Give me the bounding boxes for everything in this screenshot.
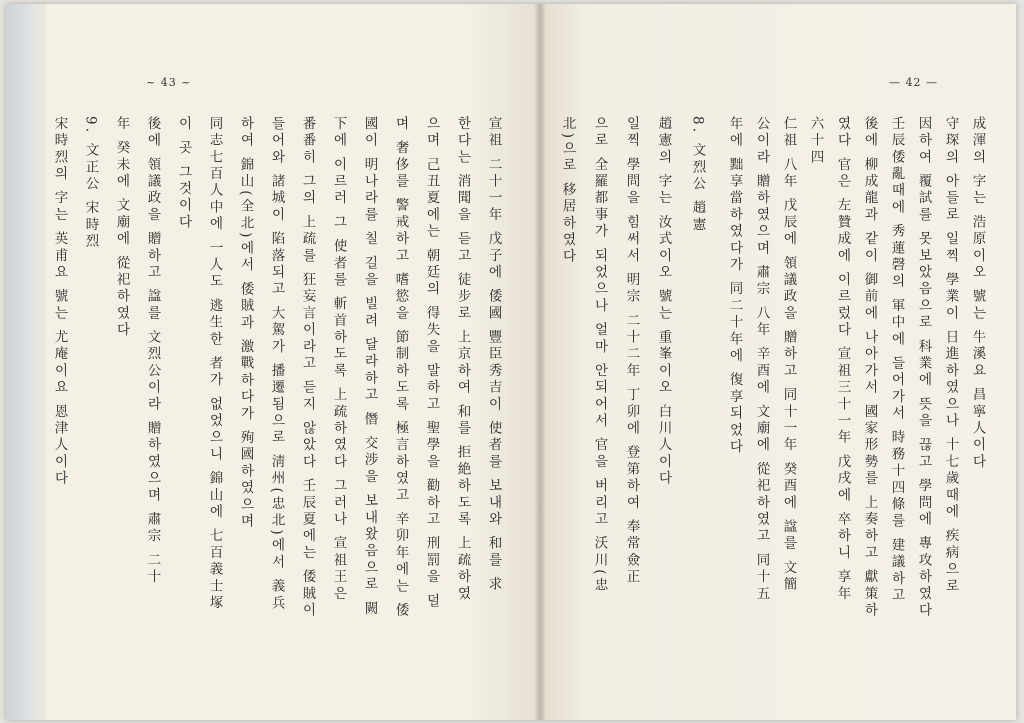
text-column: 이 곳 그것이다 (175, 116, 192, 232)
text-column: 公이라 贈하였으며 肅宗 八年 辛酉에 文廟에 從祀하였고 同十五 (753, 116, 770, 603)
text-column: 들어와 諸城이 陷落되고 大駕가 播遷됨으로 淸州(忠北)에서 義兵 (268, 116, 285, 613)
left-page-number: ~ 43 ~ (146, 76, 192, 89)
text-column: 六十四 (807, 116, 824, 167)
open-book (6, 4, 1016, 720)
text-column: 年 癸未에 文廟에 從祀하였다 (113, 116, 130, 339)
text-column: 였다 官은 左贊成에 이르렀다 宣祖三十一年 戊戌에 卒하니 享年 (834, 116, 851, 603)
text-column: 國이 明나라를 칠 길을 빌려 달라하고 僭 交涉을 보내왔음으로 闕 (361, 116, 378, 618)
text-column: 因하여 覆試를 못보았음으로 科業에 뜻을 끊고 學問에 專攻하였다 (915, 116, 932, 620)
book-gutter (534, 4, 546, 720)
text-column: 며 奢侈를 警戒하고 嗜慾을 節制하도록 極言하였고 辛卯年에는 倭 (392, 116, 409, 620)
text-column: 宣祖 二十一年 戊子에 倭國 豐臣秀吉이 使者를 보내와 和를 求 (485, 116, 502, 594)
text-column: 後에 領議政을 贈하고 諡를 文烈公이라 贈하였으며 肅宗 二十 (144, 116, 161, 586)
text-column: 일찍 學問을 힘써서 明宗 二十二年 丁卯에 登第하여 奉常僉正 (623, 116, 640, 586)
text-column: 後에 柳成龍과 같이 御前에 나아가서 國家形勢를 上奏하고 獻策하 (861, 116, 878, 620)
right-page (540, 4, 1016, 720)
right-page-number: — 42 — (889, 76, 938, 89)
text-column: 番番히 그의 上疏를 狂妄言이라고 듣지 않았다 壬辰夏에는 倭賊이 (299, 116, 316, 620)
text-column: 下에 이르러 그 使者를 斬首하도록 上疏하였다 그러나 宣祖王은 (330, 116, 347, 603)
text-column: 으며 己丑夏에는 朝廷의 得失을 말하고 聖學을 勸하고 刑罰을 덜 (423, 116, 440, 611)
text-column: 으로 全羅都事가 되었으나 얼마 안되어서 官을 버리고 沃川(忠 (591, 116, 608, 595)
text-column: 趙憲의 字는 汝式이오 號는 重峯이오 白川人이다 (655, 116, 672, 488)
binding-strip (6, 4, 46, 720)
text-column: 北)으로 移居하였다 (559, 116, 576, 266)
text-column: 成渾의 字는 浩原이오 號는 牛溪요 昌寧人이다 (969, 116, 986, 471)
text-column: 同志七百人中에 一人도 逃生한 者가 없었으니 錦山에 七百義士塚 (206, 116, 223, 612)
text-column: 守琛의 아들로 일찍 學業이 日進하였으나 十七歲때에 疾病으로 (942, 116, 959, 596)
text-column: 年에 黜享當하였다가 同二十年에 復享되었다 (726, 116, 743, 456)
left-page (46, 4, 540, 720)
section-heading: 8. 文烈公 趙憲 (689, 116, 706, 234)
text-column: 仁祖 八年 戊辰에 領議政을 贈하고 同十一年 癸酉에 諡를 文簡 (780, 116, 797, 594)
text-column: 壬辰倭亂때에 秀蓮磬의 軍中에 들어가서 時務十四條를 建議하고 (888, 116, 905, 605)
text-column: 宋時烈의 字는 英甫요 號는 尤庵이요 恩津人이다 (51, 116, 68, 488)
section-heading: 9. 文正公 宋時烈 (82, 116, 99, 251)
text-column: 한다는 消聞을 듣고 徒步로 上京하여 和를 拒絶하도록 上疏하였 (454, 116, 471, 603)
text-column: 하여 錦山(全北)에서 倭賊과 激戰하다가 殉國하였으며 (237, 116, 254, 531)
